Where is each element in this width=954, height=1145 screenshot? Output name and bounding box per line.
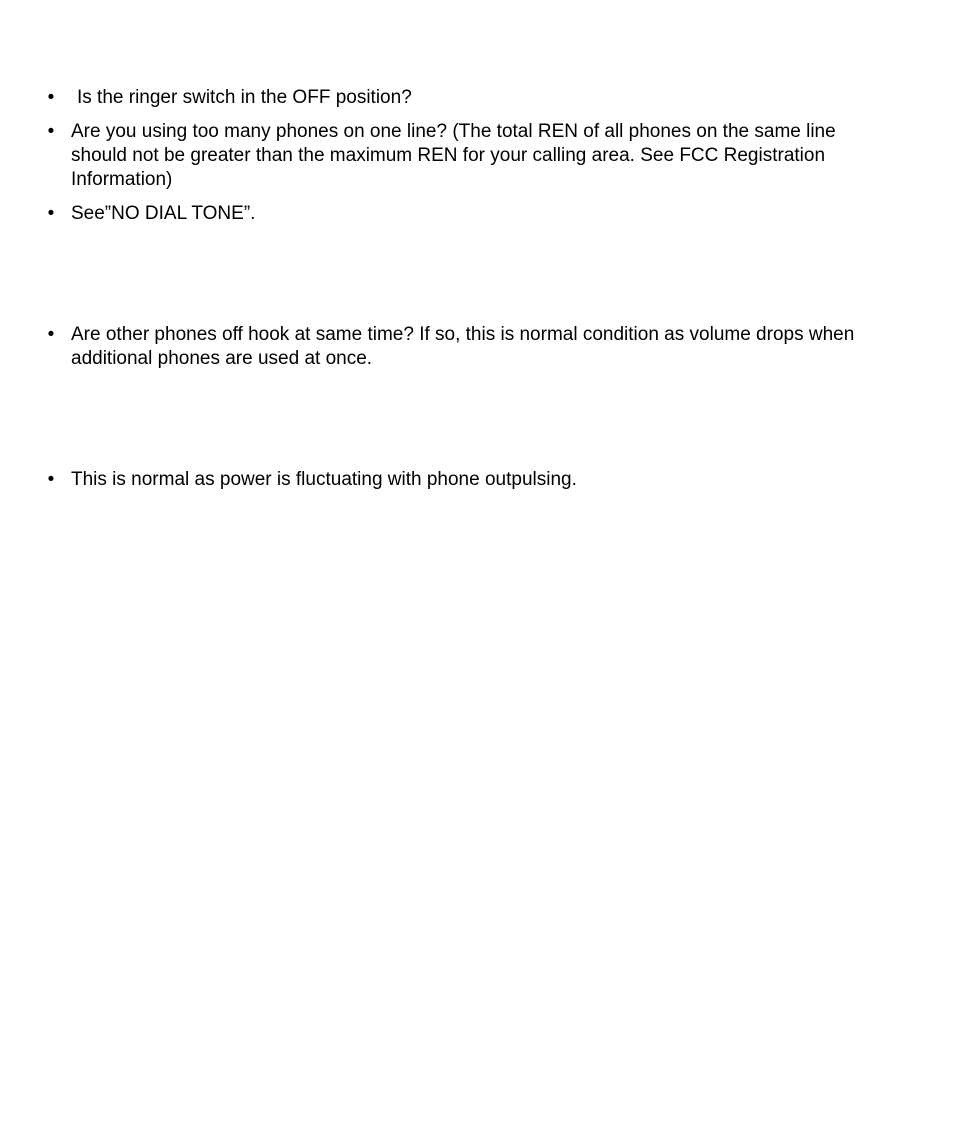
bullet-icon: • [47,121,55,142]
list-item-text: See”NO DIAL TONE”. [71,203,256,224]
list-item-text: Are you using too many phones on one line? (The total REN of all phones on the same line should not be greater than the maximum REN for your calling area. See FCC Registration Information) [71,121,836,190]
list-item [0,323,954,371]
list-item-text: This is normal as power is fluctuating with phone outpulsing. [71,469,577,490]
bullet-icon: • [47,87,55,108]
troubleshooting-list-low-volume [0,323,954,371]
troubleshooting-list-power-fluctuation [0,468,954,492]
list-item-text: Are other phones off hook at same time? If so, this is normal condition as volume drops when additional phones are used at once. [71,324,855,369]
list-item [0,468,954,492]
list-item [0,202,954,226]
list-item [0,120,954,192]
bullet-icon: • [47,203,55,224]
troubleshooting-list-no-ring [0,86,954,226]
list-item [0,86,954,110]
bullet-icon: • [47,324,55,345]
list-item-text: Is the ringer switch in the OFF position? [77,87,412,108]
bullet-icon: • [47,469,55,490]
